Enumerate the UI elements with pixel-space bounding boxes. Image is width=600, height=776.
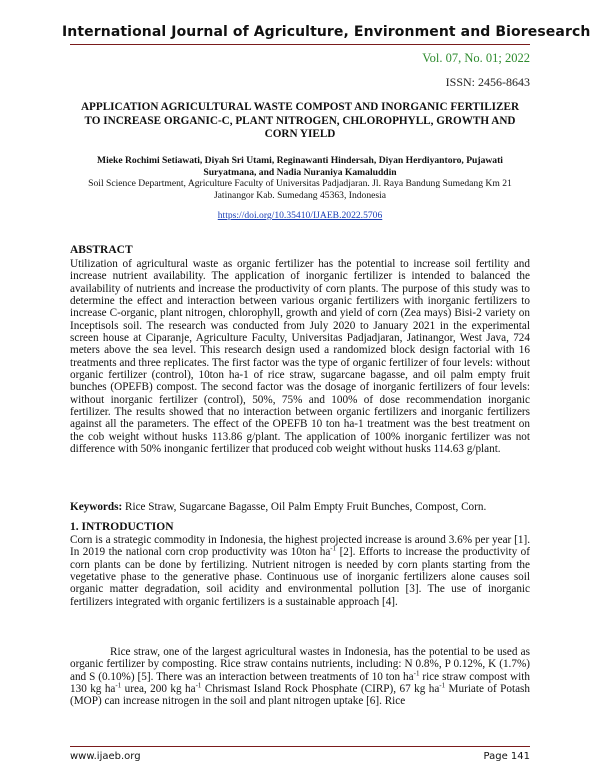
author-list: Mieke Rochimi Setiawati, Diyah Sri Utami, Reginawanti Hindersah, Diyan Herdiyantoro, Pujawati Suryatmana, and Nadia Nuraniya Kamaluddin	[97, 155, 503, 178]
abstract-text: Utilization of agricultural waste as organic fertilizer has the potential to increase soil fertility and increase nutrient availability. The application of inorganic fertilizer is intended to balanced the availability of nutrients and increase the productivity of corn plants. The purpose of this study was to determine the effect and interaction between various organic fertilizers with inorganic fertilizers to increase C-organic, plant nitrogen, chlorophyll, growth and yield of corn (Zea mays) Bisi-2 variety on Inceptisols soil. The research was conducted from July 2020 to January 2021 in the experimental screen house at Ciparanje, Agriculture Faculty, Universitas Padjadjaran, Jatinangor, West Java, 724 meters above the sea level. This research design used a randomized block design factorial with 16 treatments and three replicates. The first factor was the type of organic fertilizer of four levels: without organic fertilizer (control), 10ton ha-1 of rice straw, sugarcane bagasse, and oil palm empty fruit bunches (OPEFB) compost. The second factor was the dosage of inorganic fertilizers of four levels: without inorganic fertilizer (control), 50%, 75% and 100% of dose recommendation inorganic fertilizer. The results showed that no interaction between organic fertilizers and inorganic fertilizers against all the parameters. The effect of the OPEFB 10 ton ha-1 treatment was the best treatment on the cob weight without husks 113.86 g/plant. The application of 100% inorganic fertilizer was not difference with 50% inonganic fertilizer that produced cob weight without husks 114.63 g/plant.	[70, 258, 530, 456]
keywords-text: Rice Straw, Sugarcane Bagasse, Oil Palm Empty Fruit Bunches, Compost, Corn.	[122, 501, 487, 513]
introduction-paragraph-1: Corn is a strategic commodity in Indonesia, the highest projected increase is around 3.6% per year [1]. In 2019 the national corn crop productivity was 10ton $ha^{-1}$ [2]. Efforts to increase the productivity of corn plants can be done by fertilizing. Nutrient nitrogen is needed by corn plants starting from the vegetative phase to the generative phase. Continuous use of inorganic fertilizers alone causes soil organic matter degradation, soil acidity and environmental pollution [3]. The use of inorganic fertilizers integrated with organic fertilizers is a sustainable approach [4].	[70, 534, 530, 608]
keywords	[70, 501, 530, 513]
page-number: Page 141	[483, 751, 530, 762]
abstract-heading: ABSTRACT	[70, 244, 133, 256]
keywords-label: Keywords:	[70, 501, 123, 513]
introduction-heading: 1. INTRODUCTION	[70, 521, 174, 533]
issn: ISSN: 2456-8643	[445, 75, 530, 89]
footer-website[interactable]: www.ijaeb.org	[70, 751, 141, 762]
affiliation: Soil Science Department, Agriculture Faculty of Universitas Padjadjaran. Jl. Raya Bandung Sumedang Km 21 Jatinangor Kab. Sumedang 45363, Indonesia	[88, 178, 512, 201]
doi-link[interactable]: https://doi.org/10.35410/IJAEB.2022.5706	[217, 210, 383, 221]
footer-rule	[70, 746, 530, 747]
introduction-paragraph-2: Rice straw, one of the largest agricultural wastes in Indonesia, has the potential to be used as organic fertilizer by composting. Rice straw contains nutrients, including: N 0.8%, P 0.12%, K (1.7%) and S (0.10%) [5]. There was an interaction between treatments of 10 ton $ha^{-1}$ rice straw compost with 130 kg $ha^{-1}$ urea, 200 kg $ha^{-1}$ Chrismast Island Rock Phosphate (CIRP), 67 kg $ha^{-1}$ Muriate of Potash (MOP) can increase nitrogen in the soil and plant nitrogen uptake [6]. Rice	[70, 646, 531, 708]
volume-issue: Vol. 07, No. 01; 2022	[422, 51, 530, 65]
header-rule	[70, 44, 530, 45]
paper-title: APPLICATION AGRICULTURAL WASTE COMPOST AND INORGANIC FERTILIZER TO INCREASE ORGANIC-C, PLANT NITROGEN, CHLOROPHYLL, GROWTH AND CORN YIELD	[80, 101, 520, 140]
journal-title: International Journal of Agriculture, Environment and Bioresearch	[62, 24, 591, 40]
